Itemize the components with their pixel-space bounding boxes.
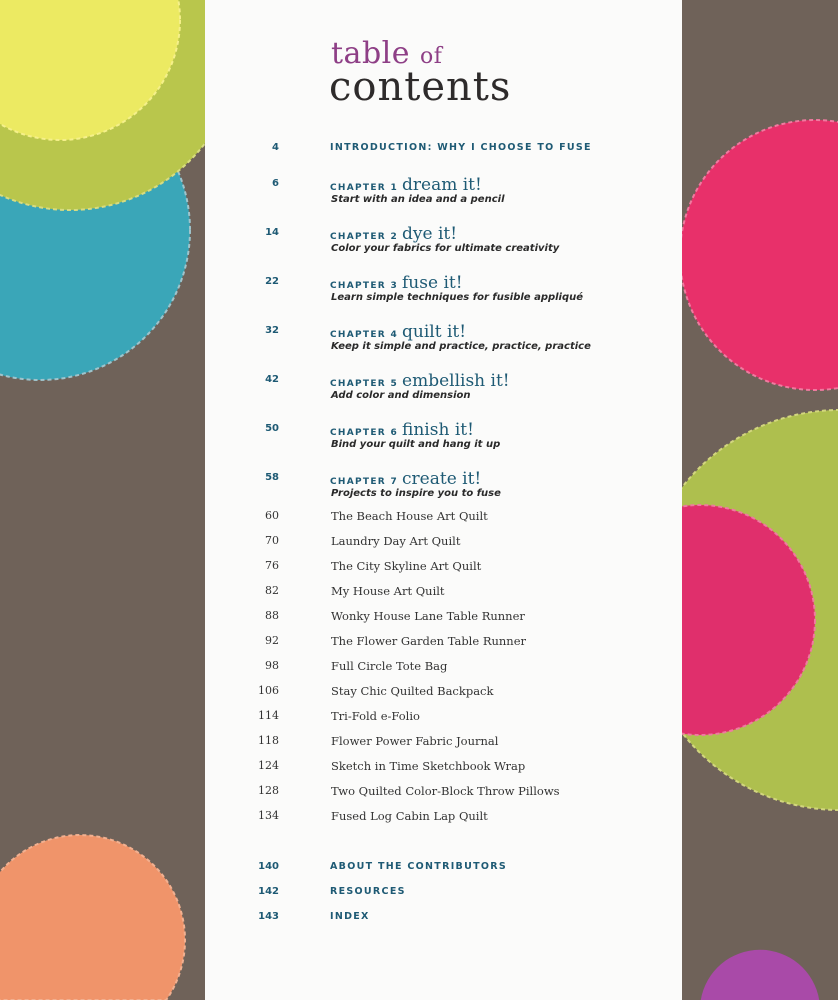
chapter-label: CHAPTER 6 xyxy=(330,428,399,438)
project-name: Stay Chic Quilted Backpack xyxy=(331,684,494,698)
project-name: Wonky House Lane Table Runner xyxy=(331,609,525,623)
page-number: 50 xyxy=(265,423,279,434)
project-name: The Flower Garden Table Runner xyxy=(331,634,527,648)
page-number: 42 xyxy=(265,374,279,385)
page-number: 60 xyxy=(265,509,279,522)
chapter-heading xyxy=(330,371,510,391)
project-name: Laundry Day Art Quilt xyxy=(331,534,461,548)
page-number: 142 xyxy=(258,886,279,897)
chapter-subtitle: Start with an idea and a pencil xyxy=(331,194,505,205)
chapter-subtitle: Learn simple techniques for fusible appliqué xyxy=(331,292,584,303)
page-number: 4 xyxy=(272,142,279,153)
project-name: The Beach House Art Quilt xyxy=(331,509,488,523)
page-number: 70 xyxy=(265,534,279,547)
page-number: 98 xyxy=(265,659,279,672)
chapter-label: CHAPTER 2 xyxy=(330,232,399,242)
page-number: 124 xyxy=(258,759,279,772)
project-name: Full Circle Tote Bag xyxy=(331,659,448,673)
project-name: Flower Power Fabric Journal xyxy=(331,734,499,748)
page-number: 114 xyxy=(258,709,279,722)
back-matter-label: INDEX xyxy=(330,911,370,922)
chapter-name: dye it! xyxy=(402,224,458,244)
chapter-label: CHAPTER 3 xyxy=(330,281,399,291)
page-number: 134 xyxy=(258,809,279,822)
page-number: 32 xyxy=(265,325,279,336)
chapter-name: create it! xyxy=(402,469,482,489)
page-number: 92 xyxy=(265,634,279,647)
chapter-subtitle: Color your fabrics for ultimate creativity xyxy=(331,243,560,254)
chapter-label: CHAPTER 1 xyxy=(330,183,399,193)
chapter-heading xyxy=(330,420,474,440)
page-number: 118 xyxy=(258,734,279,747)
page-number: 58 xyxy=(265,472,279,483)
chapter-name: fuse it! xyxy=(402,273,463,293)
page-number: 76 xyxy=(265,559,279,572)
back-matter-label: RESOURCES xyxy=(330,886,406,897)
project-name: The City Skyline Art Quilt xyxy=(331,559,482,573)
page-number: 128 xyxy=(258,784,279,797)
title-of: of xyxy=(420,44,443,69)
chapter-subtitle: Bind your quilt and hang it up xyxy=(331,439,501,450)
page-number: 143 xyxy=(258,911,279,922)
chapter-heading xyxy=(330,322,466,342)
project-name: Fused Log Cabin Lap Quilt xyxy=(331,809,488,823)
project-name: Tri-Fold e-Folio xyxy=(331,709,420,723)
chapter-label: CHAPTER 7 xyxy=(330,477,399,487)
page-number: 6 xyxy=(272,178,279,189)
intro-label: INTRODUCTION: WHY I CHOOSE TO FUSE xyxy=(330,142,592,153)
page-number: 106 xyxy=(258,684,279,697)
project-name: Two Quilted Color-Block Throw Pillows xyxy=(331,784,560,798)
chapter-name: embellish it! xyxy=(402,371,510,391)
chapter-heading xyxy=(330,469,481,489)
project-name: My House Art Quilt xyxy=(331,584,445,598)
title-line-2: contents xyxy=(329,64,512,110)
page-number: 82 xyxy=(265,584,279,597)
page-number: 140 xyxy=(258,861,279,872)
chapter-subtitle: Keep it simple and practice, practice, practice xyxy=(331,341,591,352)
page-number: 88 xyxy=(265,609,279,622)
title-table: table xyxy=(331,36,410,71)
chapter-name: quilt it! xyxy=(402,322,467,342)
project-name: Sketch in Time Sketchbook Wrap xyxy=(331,759,526,773)
chapter-name: dream it! xyxy=(402,175,482,195)
back-matter-label: ABOUT THE CONTRIBUTORS xyxy=(330,861,507,872)
chapter-heading xyxy=(330,224,457,244)
chapter-subtitle: Projects to inspire you to fuse xyxy=(331,488,501,499)
chapter-heading xyxy=(330,273,463,293)
page-number: 22 xyxy=(265,276,279,287)
chapter-heading xyxy=(330,175,482,195)
chapter-subtitle: Add color and dimension xyxy=(331,390,471,401)
toc-page xyxy=(205,0,682,1000)
chapter-label: CHAPTER 5 xyxy=(330,379,399,389)
chapter-name: finish it! xyxy=(402,420,474,440)
page-number: 14 xyxy=(265,227,279,238)
chapter-label: CHAPTER 4 xyxy=(330,330,399,340)
